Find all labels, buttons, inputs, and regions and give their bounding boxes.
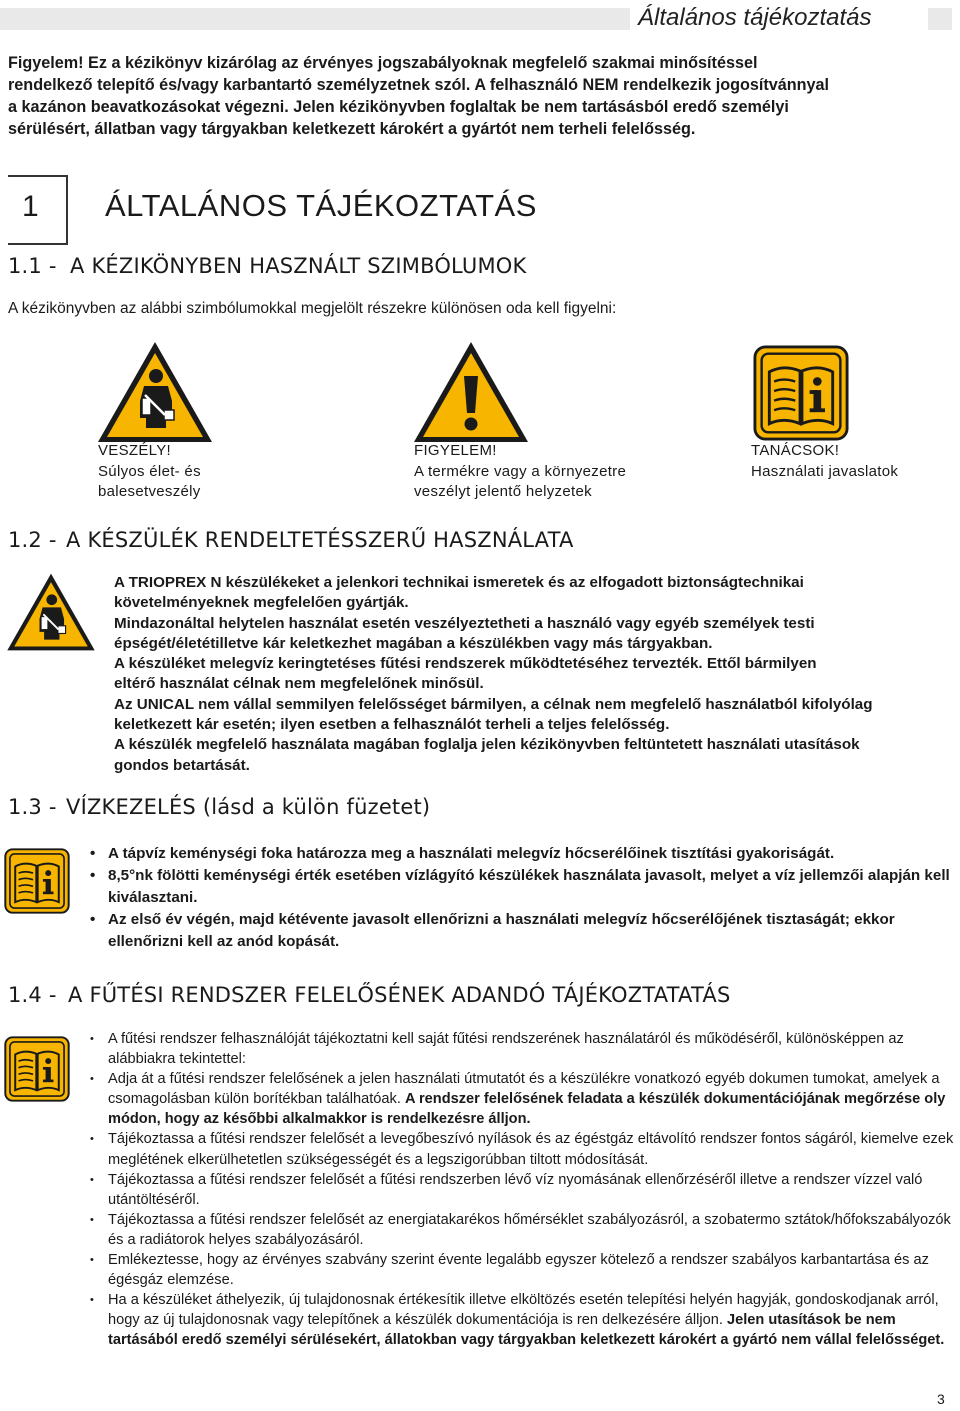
section-1-2-title: A KÉSZÜLÉK RENDELTETÉSSZERŰ HASZNÁLATA bbox=[66, 528, 574, 552]
section-1-1-number: 1.1 - bbox=[8, 254, 57, 278]
list-item: • 8,5°nk fölötti keménységi érték esetében vízlágyító készülékek használata javasolt, melyet a víz jellemzői alapján kell kiválasztani. bbox=[86, 865, 956, 909]
section-1-4-number: 1.4 - bbox=[8, 983, 57, 1007]
page-header-title: Általános tájékoztatás bbox=[638, 4, 872, 31]
symbol-label-line: Súlyos élet- és bbox=[98, 462, 201, 480]
header-bar bbox=[0, 8, 630, 30]
symbol-label-line: VESZÉLY! bbox=[98, 442, 171, 459]
list-item: • Ha a készüléket áthelyezik, új tulajdonosnak értékesítik illetve elköltözés esetén telepítési helyén hagyják, gondoskodjanak arról, hogy az új tulajdonosnak vagy telepítőnek a készülék dokumentációja is ren delkezésére álljon. Jelen utasítások be nem tartásából eredő személyi sérülésekért, állatokban vagy tárgyakban keletkezett károkért a gyártó nem vállal felelősséget. bbox=[86, 1290, 956, 1350]
body-line: Mindazonáltal helytelen használat esetén veszélyeztetheti a használó vagy egyéb személyek testi bbox=[114, 614, 815, 632]
body-line: A TRIOPREX N készülékeket a jelenkori technikai ismeretek és az elfogadott biztonságtechnikai bbox=[114, 574, 804, 591]
body-line: keletkezett kár esetén; ilyen esetben a felhasználót terheli a teljes felelősség. bbox=[114, 716, 670, 734]
info-book-icon bbox=[4, 1036, 70, 1102]
body-line: A készüléket melegvíz keringtetéses fűtési rendszerek működtetéséhez tervezték. Ettől bármilyen bbox=[114, 655, 817, 673]
symbol-danger-label bbox=[98, 441, 201, 503]
section-1-2-number: 1.2 - bbox=[8, 528, 57, 552]
symbol-label-line: veszélyt jelentő helyzetek bbox=[414, 483, 592, 500]
list-item: • Tájékoztassa a fűtési rendszer felelősét a fűtési rendszerben lévő víz nyomásának ellenőrzéséről illetve a rendszer vízzel való utántöltéséről. bbox=[86, 1170, 956, 1210]
section-1-1-title: A KÉZIKÖNYBEN HASZNÁLT SZIMBÓLUMOK bbox=[70, 254, 527, 278]
symbol-label-line: balesetveszély bbox=[98, 483, 201, 500]
symbol-attention-label bbox=[414, 441, 626, 503]
section-1-3-list bbox=[86, 843, 956, 953]
section-1-4-title: A FŰTÉSI RENDSZER FELELŐSÉNEK ADANDÓ TÁJÉKOZTATATÁS bbox=[68, 983, 731, 1007]
body-line: A készülék megfelelő használata magában foglalja jelen kézikönyvben feltüntetett használati utasítások bbox=[114, 736, 860, 754]
body-line: követelményeknek megfelelően gyártják. bbox=[114, 594, 409, 612]
warning-line: sérülésért, állatban vagy tárgyakban keletkezett károkért a gyártót nem terheli felelősség. bbox=[8, 120, 696, 138]
chapter-title: ÁLTALÁNOS TÁJÉKOZTATÁS bbox=[105, 188, 537, 223]
symbols-intro: A kézikönyvben az alábbi szimbólumokkal megjelölt részekre különösen oda kell figyelni: bbox=[8, 300, 617, 317]
list-item: • A fűtési rendszer felhasználóját tájékoztatni kell saját fűtési rendszerének használatáról és működéséről, különösképpen az alábbiakra tekintettel: bbox=[86, 1029, 956, 1069]
symbol-label-line: TANÁCSOK! bbox=[751, 442, 840, 459]
injured-person-warning-icon bbox=[5, 570, 97, 654]
exclamation-warning-icon bbox=[411, 338, 531, 446]
symbol-label-line: Használati javaslatok bbox=[751, 462, 899, 480]
injured-person-warning-icon bbox=[95, 338, 215, 446]
body-line: Az UNICAL nem vállal semmilyen felelősséget bármilyen, a célnak nem megfelelő használatból kifolyólag bbox=[114, 695, 873, 713]
section-1-4-list bbox=[86, 1029, 956, 1351]
list-item: • Tájékoztassa a fűtési rendszer felelősét az energiatakarékos hőmérséklet szabályozásról, a szobatermo sztátok/hőfokszabályozók és a radiátorok helyes szabályozásáról. bbox=[86, 1210, 956, 1250]
list-item: • Az első év végén, majd kétévente javasolt ellenőrizni a használati melegvíz hőcserélőjének tisztaságát; ekkor ellenőrizni kell az anód kopását. bbox=[86, 909, 956, 953]
info-book-icon bbox=[4, 848, 70, 914]
list-item: • A tápvíz keménységi foka határozza meg a használati melegvíz hőcserélőinek tisztítási gyakoriságát. bbox=[86, 843, 956, 865]
list-item: • Emlékeztesse, hogy az érvényes szabvány szerint évente legalább egyszer kötelező a rendszer szabályos karbantartása és az égésgáz elemzése. bbox=[86, 1250, 956, 1290]
warning-notice bbox=[8, 52, 952, 140]
chapter-number: 1 bbox=[22, 190, 39, 223]
section-1-2-body bbox=[114, 573, 954, 776]
section-1-3-title: VÍZKEZELÉS (lásd a külön füzetet) bbox=[66, 795, 431, 819]
list-item: • Tájékoztassa a fűtési rendszer felelősét a levegőbeszívó nyílások és az égéstgáz eltávolító rendszer fontos ságáról, kiemelve ezek meglétének elkerülhetetlen szükségességét és a legszigorúbban tiltott módosítását. bbox=[86, 1129, 956, 1169]
warning-line: Figyelem! Ez a kézikönyv kizárólag az érvényes jogszabályoknak megfelelő szakmai minősítéssel bbox=[8, 54, 758, 72]
page-number: 3 bbox=[937, 1391, 945, 1407]
warning-line: rendelkező telepítő és/vagy karbantartó személyzetnek szól. A felhasználó NEM rendelkezik jogosítvánnyal bbox=[8, 76, 830, 94]
warning-line: a kazánon beavatkozásokat végezni. Jelen kézikönyvben foglaltak be nem tartásásból eredő személyi bbox=[8, 98, 789, 116]
header-bar-end bbox=[928, 8, 952, 30]
symbol-label-line: A termékre vagy a környezetre bbox=[414, 462, 627, 480]
body-line: gondos betartását. bbox=[114, 756, 250, 774]
symbol-label-line: FIGYELEM! bbox=[414, 442, 497, 459]
body-line: eltérő használat célnak nem megfelelőnek minősül. bbox=[114, 675, 484, 693]
list-item: • Adja át a fűtési rendszer felelősének a jelen használati útmutatót és a készülékre vonatkozó egyéb dokumen tumokat, amelyek a csomagolásban külön borítékban találhatóak. A rendszer felelősének feladata a készülék dokumentációjának megőrzése oly módon, hogy az későbbi alkalmakkor is rendelkezésre álljon. bbox=[86, 1069, 956, 1129]
symbol-advice-label bbox=[751, 441, 898, 482]
section-1-3-number: 1.3 - bbox=[8, 795, 57, 819]
body-line: épségét/életétilletve kár keletkezhet magában a készülékben vagy más tárgyakban. bbox=[114, 634, 713, 652]
info-book-icon bbox=[753, 345, 849, 441]
